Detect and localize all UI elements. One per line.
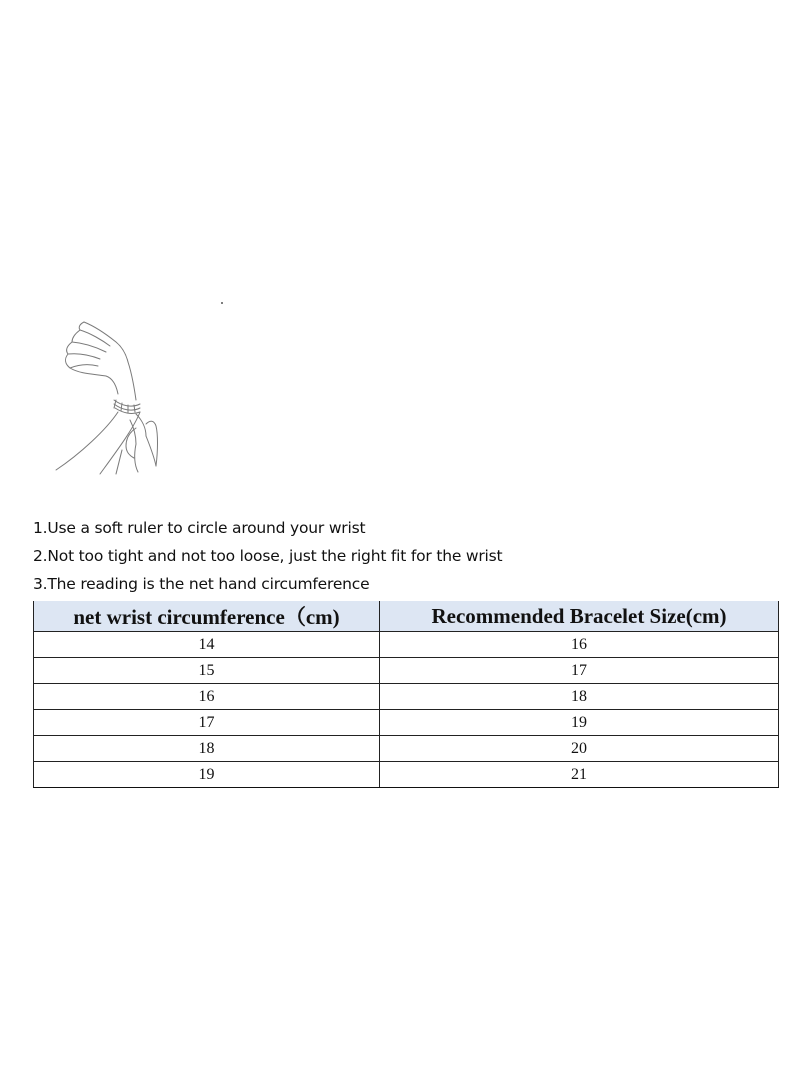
- wrist-cell: 18: [34, 736, 380, 762]
- wrist-cell: 16: [34, 684, 380, 710]
- bracelet-size-cell: 20: [380, 736, 779, 762]
- instructions-list: [33, 514, 733, 598]
- bracelet-size-cell: 17: [380, 658, 779, 684]
- table-row: [34, 684, 779, 710]
- table-row: [34, 632, 779, 658]
- wrist-cell: 17: [34, 710, 380, 736]
- header-net-wrist-circumference: net wrist circumference（cm): [34, 601, 380, 632]
- header-recommended-bracelet-size: Recommended Bracelet Size(cm): [380, 601, 779, 632]
- wrist-cell: 19: [34, 762, 380, 788]
- instruction-step-2: 2.Not too tight and not too loose, just the right fit for the wrist: [33, 547, 503, 565]
- table-header-row: [34, 601, 779, 632]
- hand-measuring-wrist-icon: [50, 316, 165, 476]
- stray-dot: [221, 302, 223, 304]
- size-chart-table: [33, 601, 779, 788]
- bracelet-size-cell: 21: [380, 762, 779, 788]
- bracelet-size-cell: 18: [380, 684, 779, 710]
- wrist-cell: 14: [34, 632, 380, 658]
- bracelet-size-cell: 19: [380, 710, 779, 736]
- wrist-cell: 15: [34, 658, 380, 684]
- table-row: [34, 762, 779, 788]
- table-row: [34, 710, 779, 736]
- bracelet-size-cell: 16: [380, 632, 779, 658]
- instruction-step-3: 3.The reading is the net hand circumference: [33, 575, 370, 593]
- table-row: [34, 736, 779, 762]
- table-row: [34, 658, 779, 684]
- instruction-step-1: 1.Use a soft ruler to circle around your wrist: [33, 519, 366, 537]
